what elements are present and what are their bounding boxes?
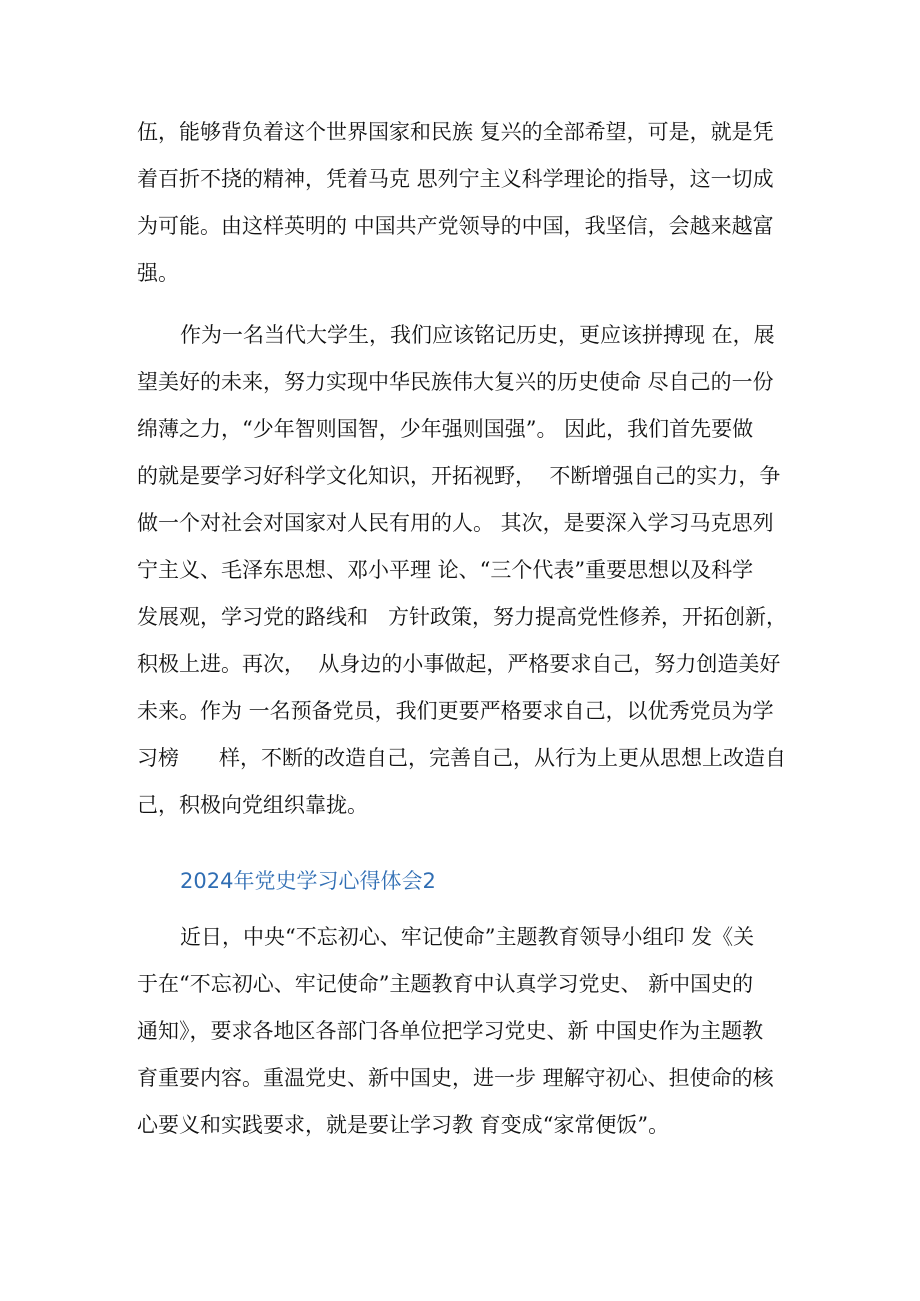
paragraph-line: 己，积极向党组织靠拢。 (137, 793, 368, 817)
paragraph-line: 发展观，学习党的路线和 方针政策，努力提高党性修养，开拓创新， (137, 605, 788, 629)
paragraph-line: 强。 (137, 261, 179, 285)
paragraph-line: 育重要内容。重温党史、新中国史，进一步 理解守初心、担使命的核 (137, 1066, 774, 1090)
paragraph-line: 于在“不忘初心、牢记使命”主题教育中认真学习党史、 新中国史的 (137, 972, 754, 996)
paragraph-line: 未来。作为 一名预备党员，我们更要严格要求自己，以优秀党员为学 (137, 699, 774, 723)
paragraph-line: 伍，能够背负着这个世界国家和民族 复兴的全部希望，可是，就是凭 (137, 120, 774, 144)
paragraph-line: 近日，中央“不忘初心、牢记使命”主题教育领导小组印 发《关 (180, 925, 755, 949)
paragraph-line: 绵薄之力，“少年智则国智，少年强则国强”。 因此，我们首先要做 (137, 417, 754, 441)
paragraph-line: 心要义和实践要求，就是要让学习教 育变成“家常便饭”。 (137, 1113, 670, 1137)
paragraph-line: 望美好的未来，努力实现中华民族伟大复兴的历史使命 尽自己的一份 (137, 370, 774, 394)
paragraph-line: 为可能。由这样英明的 中国共产党领导的中国，我坚信，会越来越富 (137, 214, 774, 238)
paragraph-line: 习榜 样，不断的改造自己，完善自己，从行为上更从思想上改造自 (137, 746, 787, 770)
paragraph-line: 宁主义、毛泽东思想、邓小平理 论、“三个代表”重要思想以及科学 (137, 558, 754, 582)
paragraph-line: 通知》，要求各地区各部门各单位把学习党史、新 中国史作为主题教 (137, 1019, 764, 1043)
paragraph-line: 着百折不挠的精神，凭着马克 思列宁主义科学理论的指导，这一切成 (137, 167, 774, 191)
paragraph-line: 的就是要学习好科学文化知识，开拓视野， 不断增强自己的实力，争 (137, 464, 781, 488)
paragraph-line: 积极上进。再次， 从身边的小事做起，严格要求自己，努力创造美好 (137, 652, 781, 676)
paragraph-line: 做一个对社会对国家对人民有用的人。 其次，是要深入学习马克思列 (137, 511, 774, 535)
paragraph-line: 作为一名当代大学生，我们应该铭记历史，更应该拼搏现 在，展 (180, 323, 775, 347)
section-heading: 2024年党史学习心得体会2 (180, 869, 436, 893)
